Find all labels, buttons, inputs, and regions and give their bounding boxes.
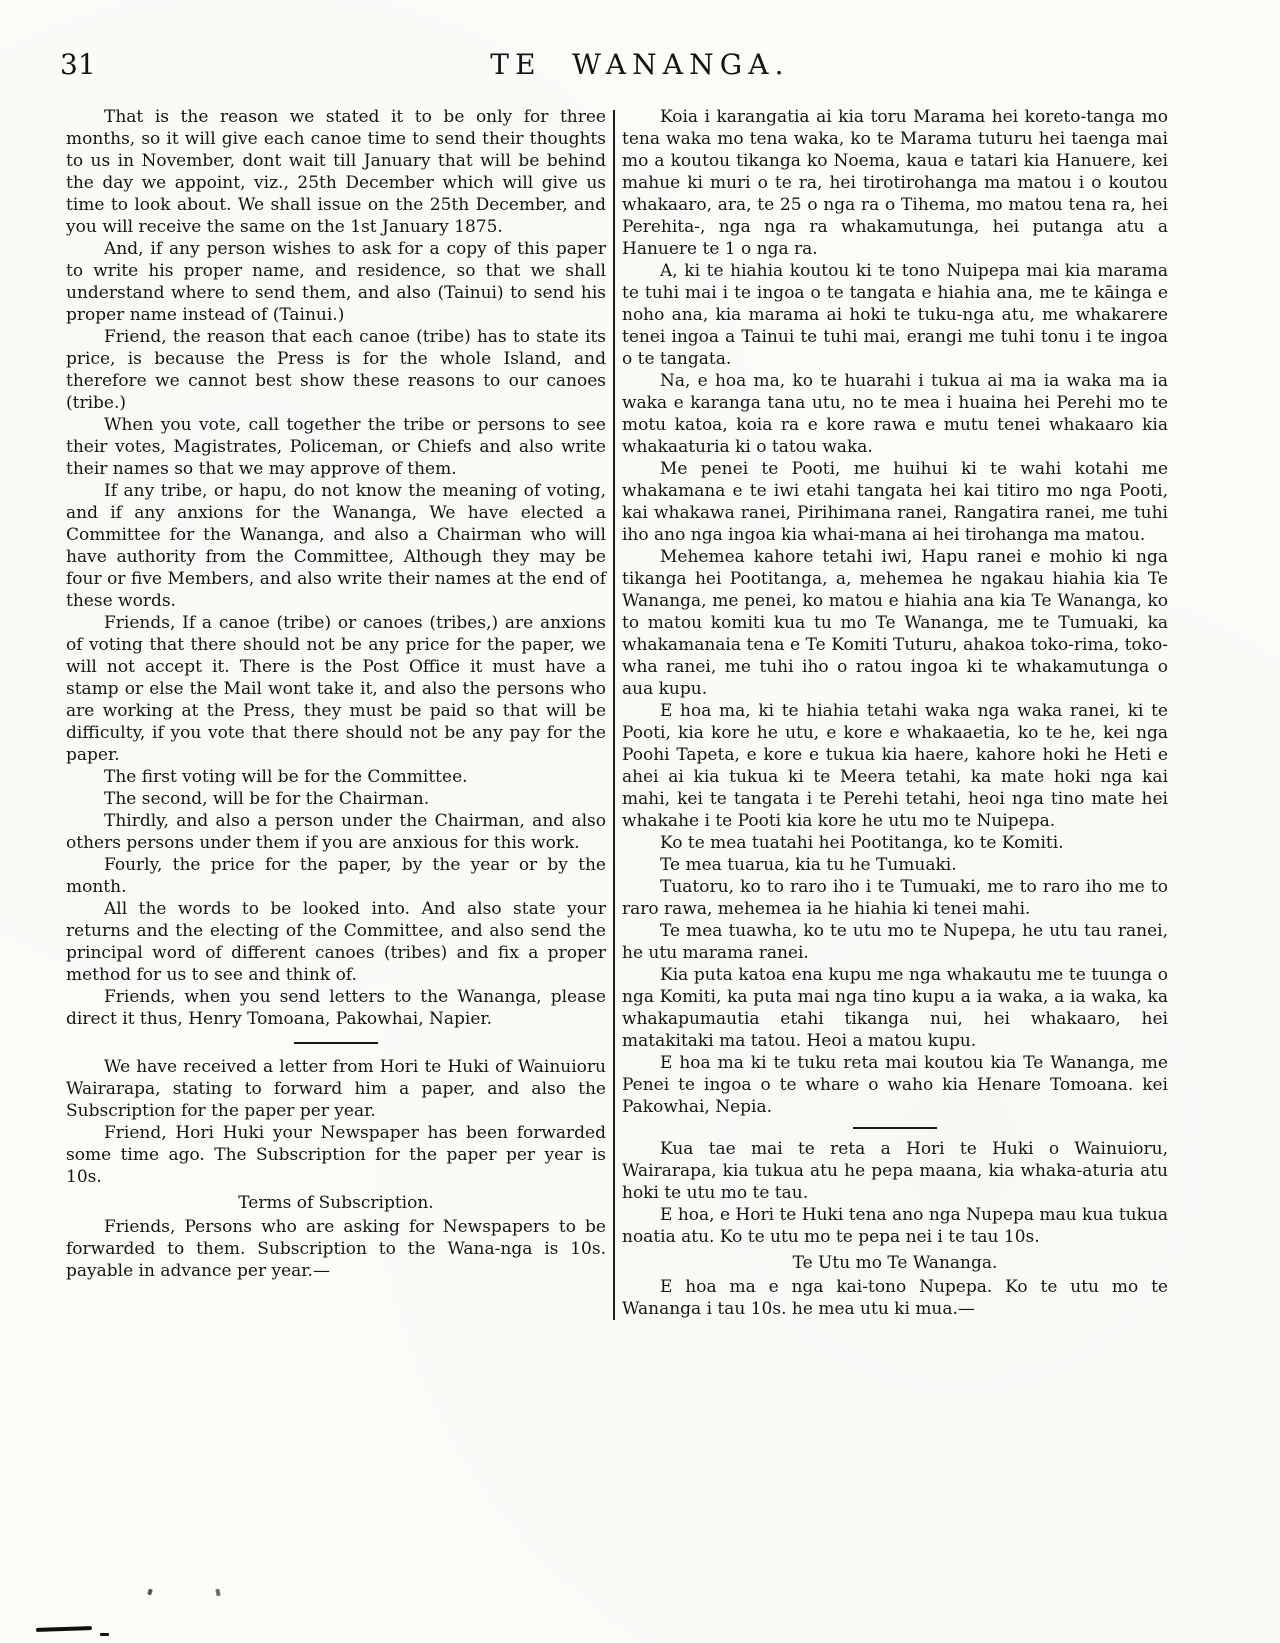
paragraph-mi-15: E hoa ma e nga kai-tono Nupepa. Ko te utu mo te Wananga i tau 10s. he mea utu ki mua.— bbox=[622, 1277, 1168, 1319]
page-number: 31 bbox=[60, 48, 96, 81]
paragraph-en-12: Friends, when you send letters to the Wananga, please direct it thus, Henry Tomoana, Pakowhai, Napier. bbox=[66, 987, 606, 1029]
paragraph-mi-10: Te mea tuawha, ko te utu mo te Nupepa, he utu tau ranei, he utu marama ranei. bbox=[622, 921, 1168, 963]
paragraph-mi-4: Me penei te Pooti, me huihui ki te wahi kotahi me whakamana e te iwi etahi tangata hei kai titiro mo nga Pooti, kai whakawa ranei, Pirihimana ranei, Rangatira ranei, me tuhi iho ano nga ingoa kia whai-mana ai hei tirohanga ma matou. bbox=[622, 459, 1168, 545]
paragraph-en-11: All the words to be looked into. And also state your returns and the electing of the Committee, and also send the principal word of different canoes (tribes) and fix a proper method for us to see and think of. bbox=[66, 899, 606, 985]
paragraph-en-1: That is the reason we stated it to be only for three months, so it will give each canoe time to send their thoughts to us in November, dont wait till January that will be behind the day we appoint, viz., 25th December which will give us time to look about. We shall issue on the 25th December, and you will receive the same on the 1st January 1875. bbox=[66, 107, 606, 237]
paragraph-en-6: Friends, If a canoe (tribe) or canoes (tribes,) are anxions of voting that there should not be any price for the paper, we will not accept it. There is the Post Office it must have a stamp or else the Mail wont take it, and also the persons who are working at the Press, they must be paid so that will be difficulty, if you vote that there should not be any pay for the paper. bbox=[66, 613, 606, 765]
scan-ink-artifact bbox=[215, 1589, 220, 1597]
terms-of-subscription-heading: Terms of Subscription. bbox=[238, 1193, 434, 1213]
scan-ink-artifact bbox=[100, 1633, 109, 1636]
paragraph-en-9: Thirdly, and also a person under the Chairman, and also others persons under them if you are anxious for this work. bbox=[66, 811, 606, 853]
masthead-title: TE WANANGA. bbox=[490, 48, 790, 81]
paragraph-mi-12: E hoa ma ki te tuku reta mai koutou kia Te Wananga, me Penei te ingoa o te whare o waho kia Henare Tomoana. kei Pakowhai, Nepia. bbox=[622, 1053, 1168, 1117]
left-column-english bbox=[66, 106, 606, 1320]
paragraph-en-2: And, if any person wishes to ask for a copy of this paper to write his proper name, and residence, so that we shall understand where to send them, and also (Tainui) to send his proper name instead of (Tainui.) bbox=[66, 239, 606, 325]
paragraph-en-5: If any tribe, or hapu, do not know the meaning of voting, and if any anxions for the Wananga, We have elected a Committee for the Wananga, and also a Chairman who will have authority from the Committee, Although they may be four or five Members, and also write their names at the end of these words. bbox=[66, 481, 606, 611]
paragraph-en-7: The first voting will be for the Committee. bbox=[104, 767, 468, 787]
two-column-body bbox=[66, 106, 1168, 1320]
paragraph-mi-14: E hoa, e Hori te Huki tena ano nga Nupepa mau kua tukua noatia atu. Ko te utu mo te pepa nei i te tau 10s. bbox=[622, 1205, 1168, 1247]
paragraph-mi-13: Kua tae mai te reta a Hori te Huki o Wainuioru, Wairarapa, kia tukua atu he pepa maana, kia whaka-aturia atu hoki te utu mo te tau. bbox=[622, 1139, 1168, 1203]
te-utu-heading: Te Utu mo Te Wananga. bbox=[792, 1253, 998, 1273]
paragraph-mi-2: A, ki te hiahia koutou ki te tono Nuipepa mai kia marama te tuhi mai i te ingoa o te tangata e hiahia ana, me te kāinga e noho ana, kia marama ai hoki te tuku-nga atu, me whakarere tenei ingoa a Tainui te tuhi mai, erangi me tuhi tonu i te ingoa o te tangata. bbox=[622, 261, 1168, 369]
paragraph-en-13: We have received a letter from Hori te Huki of Wainuioru Wairarapa, stating to forward him a paper, and also the Subscription for the paper per year. bbox=[66, 1057, 606, 1121]
paragraph-mi-8: Te mea tuarua, kia tu he Tumuaki. bbox=[660, 855, 957, 875]
paragraph-mi-6: E hoa ma, ki te hiahia tetahi waka nga waka ranei, ki te Pooti, kia kore he utu, e kore e whakaaetia, ko te he, kei nga Poohi Tapeta, e kore e tukua kia haere, kahore hoki he Heti e ahei ai kia tukua ki te Meera tetahi, ka mate hoki nga kai mahi, kei te tangata i te Perehi tetahi, heoi nga tino mate hei whakahe i te Pooti kia kore he utu mo te Nuipepa. bbox=[622, 701, 1168, 831]
paragraph-en-15: Friends, Persons who are asking for Newspapers to be forwarded to them. Subscription to the Wana-nga is 10s. payable in advance per year.— bbox=[66, 1217, 606, 1281]
paragraph-en-4: When you vote, call together the tribe or persons to see their votes, Magistrates, Policeman, or Chiefs and also write their names so that we may approve of them. bbox=[66, 415, 606, 479]
paragraph-mi-9: Tuatoru, ko to raro iho i te Tumuaki, me to raro iho me to raro rawa, mehemea ia he hiahia ki tenei mahi. bbox=[622, 877, 1168, 919]
paragraph-en-14: Friend, Hori Huki your Newspaper has been forwarded some time ago. The Subscription for the paper per year is 10s. bbox=[66, 1123, 606, 1187]
paragraph-en-10: Fourly, the price for the paper, by the year or by the month. bbox=[66, 855, 606, 897]
right-column-maori bbox=[622, 106, 1168, 1320]
paragraph-mi-5: Mehemea kahore tetahi iwi, Hapu ranei e mohio ki nga tikanga hei Pootitanga, a, mehemea he ngakau hiahia kia Te Wananga, me penei, ko matou e hiahia ana kia Te Wananga, ko to matou komiti kua tu mo Te Wananga, me te Tumuaki, ka whakamanaia tena e Te Komiti Tuturu, ahakoa toko-rima, toko-wha ranei, me tuhi iho o ratou ingoa ki te whakamutunga o aua kupu. bbox=[622, 547, 1168, 699]
column-divider-rule bbox=[613, 110, 615, 1320]
paragraph-mi-3: Na, e hoa ma, ko te huarahi i tukua ai ma ia waka ma ia waka e karanga tana utu, no te mea i huaina hei Perehi mo te motu katoa, koia ra e kore rawa e mutu tenei whakaaro kia whakaaturia ki o tatou waka. bbox=[622, 371, 1168, 457]
paragraph-en-3: Friend, the reason that each canoe (tribe) has to state its price, is because the Press is for the whole Island, and therefore we cannot best show these reasons to our canoes (tribe.) bbox=[66, 327, 606, 413]
paragraph-mi-1: Koia i karangatia ai kia toru Marama hei koreto-tanga mo tena waka mo tena waka, ko te Marama tuturu hei taenga mai mo a koutou tikanga ko Noema, kaua e tatari kia Hanuere, kei mahue ki muri o te ra, hei tirotirohanga ma matou i o koutou whakaaro, ara, te 25 o nga ra o Tihema, mo matou tena ra, hei Perehita-, nga nga ra whakamutunga, hei putanga atu a Hanuere te 1 o nga ra. bbox=[622, 107, 1168, 259]
paragraph-mi-11: Kia puta katoa ena kupu me nga whakautu me te tuunga o nga Komiti, ka puta mai nga tino kupu a ia waka, a ia waka, ka whakapumautia etahi tikanga nui, hei whakaaro, hei matakitaki ma tatou. Heoi a matou kupu. bbox=[622, 965, 1168, 1051]
scan-ink-artifact bbox=[36, 1626, 92, 1632]
paragraph-mi-7: Ko te mea tuatahi hei Pootitanga, ko te Komiti. bbox=[660, 833, 1064, 853]
scan-ink-artifact bbox=[147, 1589, 153, 1596]
paragraph-en-8: The second, will be for the Chairman. bbox=[104, 789, 430, 809]
section-divider-rule-left bbox=[294, 1042, 378, 1044]
section-divider-rule-right bbox=[853, 1127, 937, 1129]
